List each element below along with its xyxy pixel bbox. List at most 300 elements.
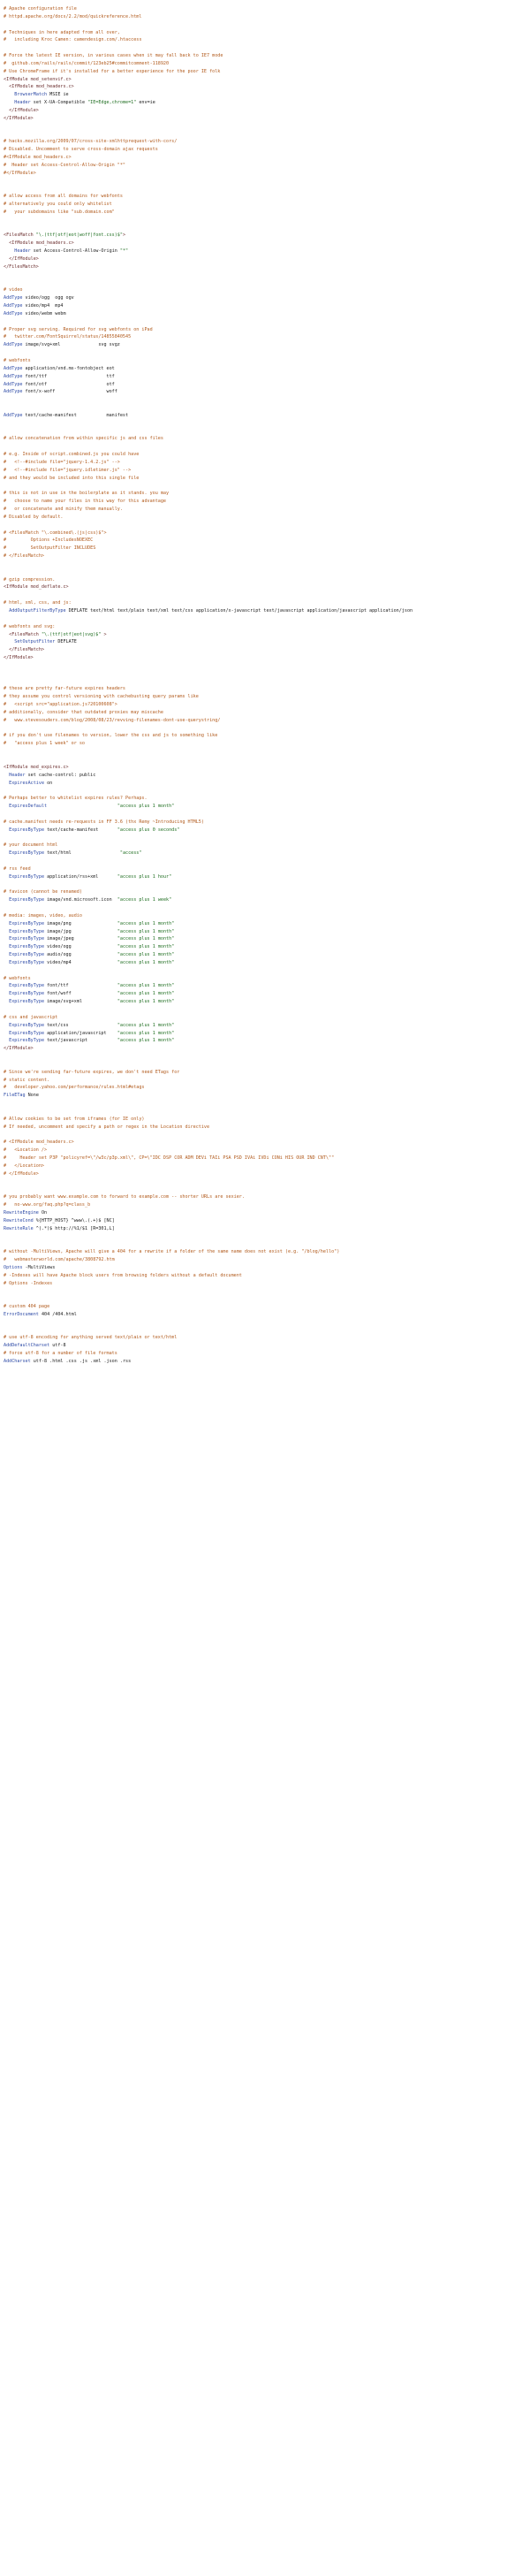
code-line (4, 599, 526, 607)
directive-keyword: ExpiresByType (4, 1030, 45, 1036)
code-line (4, 732, 526, 740)
directive-keyword: AddType (4, 342, 23, 348)
string-literal: "access plus 0 seconds" (117, 827, 180, 833)
code-line (4, 904, 526, 912)
plain-text: on (44, 780, 53, 786)
plain-text: image/svg+xml svg svgz (22, 342, 120, 348)
code-line (4, 1037, 526, 1045)
code-line (4, 522, 526, 530)
plain-text: set X-UA-Compatible (30, 100, 88, 106)
code-line (4, 1108, 526, 1116)
code-line (4, 842, 526, 850)
tag-text: <IfModule mod_deflate.c> (4, 584, 69, 591)
directive-keyword: ExpiresByType (4, 944, 45, 950)
comment-text: # without -MultiViews, Apache will give a 404 for a rewrite if a folder of the same name does not exist (e.g. "/blog/hello") (4, 1249, 340, 1255)
code-line (4, 193, 526, 201)
code-line (4, 1350, 526, 1358)
string-literal: "access plus 1 month" (117, 920, 175, 926)
code-line (4, 545, 526, 553)
comment-text: # additionally, consider that outdated proxies may miscache (4, 709, 163, 715)
code-line (4, 1232, 526, 1240)
comment-text: # choose to name your files in this way for this advantage (4, 499, 167, 505)
plain-text: None (25, 1093, 39, 1099)
code-line (4, 209, 526, 217)
code-line (4, 1061, 526, 1069)
plain-text: utf-8 .html .css .js .xml .json .rss (30, 1358, 132, 1364)
comment-text: # "access plus 1 week" or so (4, 741, 86, 747)
code-line (4, 795, 526, 803)
code-line (4, 638, 526, 646)
code-line (4, 678, 526, 686)
comment-text: # </Location> (4, 1162, 45, 1169)
string-literal: "\.(ttf|otf|eot|woff|font.css)$" (33, 232, 123, 239)
comment-text: # <IfModule mod_headers.c> (4, 1139, 74, 1146)
directive-keyword: RewriteEngine (4, 1209, 39, 1216)
code-line (4, 36, 526, 44)
code-line (4, 217, 526, 225)
code-line (4, 76, 526, 84)
code-line (4, 670, 526, 678)
code-line (4, 1193, 526, 1201)
code-line (4, 279, 526, 287)
directive-keyword: ExpiresByType (4, 991, 45, 997)
directive-keyword: ExpiresByType (4, 928, 45, 934)
code-line (4, 1311, 526, 1319)
code-line (4, 404, 526, 412)
code-line (4, 514, 526, 522)
tag-text: <IfModule mod_headers.c> (4, 240, 74, 247)
code-line (4, 1303, 526, 1311)
plain-text: %{HTTP_HOST} ^www\.(.+)$ [NC] (33, 1217, 115, 1223)
code-line (4, 740, 526, 748)
tag-text: <IfModule mod_setenvif.c> (4, 76, 72, 82)
tag-text: <FilesMatch (4, 631, 39, 637)
directive-keyword: ExpiresByType (4, 1022, 45, 1028)
code-line (4, 1069, 526, 1077)
code-line (4, 583, 526, 591)
code-line (4, 982, 526, 990)
directive-keyword: ExpiresByType (4, 936, 45, 942)
code-line (4, 107, 526, 115)
code-line (4, 709, 526, 717)
code-line (4, 373, 526, 381)
comment-text: # your subdomains like "sub.domain.com" (4, 209, 115, 215)
comment-text: # webfonts (4, 357, 31, 363)
comment-text: # hacks.mozilla.org/2009/07/cross-site-xmlhttprequest-with-cors/ (4, 139, 178, 145)
plain-text: image/jpg (44, 928, 117, 934)
plain-text: DEFLATE (55, 639, 77, 645)
code-line (4, 772, 526, 780)
code-line (4, 1225, 526, 1233)
plain-text: text/css (44, 1022, 117, 1028)
code-line (4, 115, 526, 123)
code-line (4, 1030, 526, 1038)
plain-text: image/jpeg (44, 936, 117, 942)
code-line (4, 1342, 526, 1350)
plain-text: font/ttf ttf (22, 373, 115, 379)
tag-text: </FilesMatch> (4, 263, 39, 270)
code-line (4, 201, 526, 209)
code-line (4, 1248, 526, 1256)
code-line (4, 420, 526, 428)
code-line (4, 1124, 526, 1132)
code-line (4, 1272, 526, 1280)
comment-text: # github.com/rails/rails/commit/123eb25#commitcomment-118920 (4, 60, 170, 66)
code-line (4, 365, 526, 373)
code-line (4, 780, 526, 788)
comment-text: #<IfModule mod_headers.c> (4, 155, 72, 161)
comment-text: # Use ChromeFrame if it's installed for a better experience for the poor IE folk (4, 68, 221, 74)
code-line (4, 881, 526, 889)
code-line (4, 1358, 526, 1366)
code-line (4, 959, 526, 967)
comment-text: # this is not in use in the boilerplate as it stands. you may (4, 491, 170, 497)
comment-text: # <Location /> (4, 1147, 48, 1154)
code-line (4, 302, 526, 310)
code-line (4, 568, 526, 576)
code-line (4, 537, 526, 545)
code-line (4, 428, 526, 436)
plain-text: MSIE ie (47, 92, 69, 98)
comment-text: #</IfModule> (4, 170, 36, 176)
code-line (4, 857, 526, 865)
plain-text: ^(.*)$ http://%1/$1 [R=301,L] (33, 1225, 115, 1231)
code-line (4, 717, 526, 725)
code-line (4, 827, 526, 835)
code-line (4, 1217, 526, 1225)
code-line (4, 701, 526, 709)
directive-keyword: Options (4, 1264, 23, 1270)
string-literal: "*" (119, 248, 129, 255)
string-literal: "access" (119, 850, 142, 857)
comment-text: # Disabled. Uncomment to serve cross-domain ajax requests (4, 147, 158, 153)
tag-text: > (122, 232, 126, 239)
code-line (4, 21, 526, 29)
code-line (4, 1178, 526, 1186)
directive-keyword: AddType (4, 373, 23, 379)
directive-keyword: ExpiresByType (4, 850, 45, 857)
code-line (4, 865, 526, 873)
comment-text: # cache.manifest needs re-requests in FF 3.6 (thx Remy ~Introducing HTML5) (4, 819, 204, 825)
code-line (4, 396, 526, 404)
comment-text: # <!--#include file="jquery-1.4.2.js" --> (4, 459, 120, 465)
plain-text: set cache-control: public (25, 772, 96, 778)
code-line (4, 412, 526, 420)
tag-text: </IfModule> (4, 256, 39, 262)
plain-text: video/mp4 mp4 (22, 303, 64, 309)
code-line (4, 482, 526, 490)
code-line (4, 631, 526, 639)
code-line (4, 443, 526, 451)
directive-keyword: ExpiresByType (4, 952, 45, 958)
directive-keyword: Header (4, 100, 31, 106)
tag-text: </FilesMatch> (4, 647, 45, 653)
code-line (4, 1116, 526, 1124)
directive-keyword: AddType (4, 303, 23, 309)
code-line (4, 341, 526, 349)
comment-text: # Techniques in here adapted from all over, (4, 29, 120, 35)
code-line (4, 475, 526, 483)
comment-text: # Allow cookies to be set from iframes (for IE only) (4, 1116, 145, 1122)
comment-text: # they assume you control versioning with cachebusting query params like (4, 694, 199, 700)
comment-text: # e.g. Inside of script.combined.js you could have (4, 452, 140, 458)
code-line (4, 1139, 526, 1147)
string-literal: "access plus 1 month" (117, 804, 175, 810)
directive-keyword: ExpiresDefault (4, 804, 48, 810)
code-line (4, 530, 526, 537)
code-line (4, 1147, 526, 1155)
code-line (4, 506, 526, 514)
directive-keyword: Header (4, 248, 31, 255)
comment-text: # you probably want www.example.com to forward to example.com -- shorter URLs are sexier. (4, 1194, 245, 1200)
code-line (4, 1334, 526, 1342)
string-literal: "\.(ttf|otf|eot|svg)$" (38, 631, 102, 637)
code-line (4, 349, 526, 357)
string-literal: "access plus 1 month" (117, 1038, 175, 1044)
code-line (4, 1170, 526, 1178)
comment-text: # these are pretty far-future expires headers (4, 686, 126, 692)
comment-text: # -Indexes will have Apache block users from browsing folders without a default document (4, 1272, 242, 1278)
string-literal: "access plus 1 month" (117, 952, 175, 958)
code-line (4, 990, 526, 998)
comment-text: # or concatenate and minify them manually. (4, 507, 123, 512)
plain-text: application/javascript (44, 1030, 117, 1036)
code-line (4, 975, 526, 983)
comment-text: # </FilesMatch> (4, 553, 45, 560)
code-line (4, 873, 526, 881)
code-line (4, 52, 526, 60)
code-line (4, 1014, 526, 1022)
directive-keyword: AddType (4, 412, 23, 418)
code-line (4, 1287, 526, 1295)
string-literal: "access plus 1 month" (117, 936, 175, 942)
comment-text: # Proper svg serving. Required for svg webfonts on iPad (4, 326, 153, 332)
plain-text: video/mp4 (44, 959, 117, 965)
code-line (4, 834, 526, 842)
code-line (4, 44, 526, 52)
directive-keyword: BrowserMatch (4, 92, 48, 98)
directive-keyword: AddType (4, 365, 23, 371)
comment-text: # <!--#include file="jquery.idletimer.js" --> (4, 467, 132, 473)
comment-text: # video (4, 287, 23, 293)
comment-text: # css and javascript (4, 1014, 58, 1020)
directive-keyword: AddType (4, 295, 23, 301)
tag-text: </IfModule> (4, 107, 39, 113)
code-line (4, 271, 526, 279)
comment-text: # <script src="application.js?20100608"> (4, 702, 117, 708)
plain-text: utf-8 (49, 1343, 66, 1349)
directive-keyword: FileETag (4, 1093, 26, 1099)
code-line (4, 1319, 526, 1327)
code-line (4, 1022, 526, 1030)
code-line (4, 381, 526, 389)
code-line (4, 232, 526, 240)
code-line (4, 1077, 526, 1085)
code-line (4, 83, 526, 91)
plain-text: On (38, 1209, 48, 1216)
code-line (4, 591, 526, 599)
comment-text: # including Kroc Camen: camendesign.com/.htaccess (4, 37, 142, 43)
code-line (4, 170, 526, 178)
code-line (4, 13, 526, 21)
comment-text: # </IfModule> (4, 1170, 39, 1177)
string-literal: "access plus 1 month" (117, 1030, 175, 1036)
comment-text: # allow access from all domains for webfonts (4, 194, 123, 200)
code-line (4, 138, 526, 146)
directive-keyword: AddCharset (4, 1358, 31, 1364)
code-line (4, 1100, 526, 1108)
code-line (4, 1201, 526, 1209)
tag-text: </IfModule> (4, 1046, 34, 1052)
comment-text: # Apache configuration file (4, 6, 77, 11)
comment-text: # alternatively you could only whitelist (4, 202, 112, 208)
code-line (4, 928, 526, 936)
code-line (4, 811, 526, 819)
comment-text: # webmasterworld.com/apache/3808792.htm (4, 1257, 115, 1262)
code-line (4, 888, 526, 896)
comment-text: # use utf-8 encoding for anything served text/plain or text/html (4, 1335, 178, 1341)
code-line (4, 68, 526, 76)
code-line (4, 967, 526, 975)
code-line (4, 388, 526, 396)
code-line (4, 756, 526, 764)
code-line (4, 490, 526, 498)
code-line (4, 654, 526, 662)
code-line (4, 5, 526, 13)
code-line (4, 1209, 526, 1217)
code-line (4, 1132, 526, 1139)
directive-keyword: ExpiresByType (4, 920, 45, 926)
string-literal: "access plus 1 month" (117, 991, 175, 997)
comment-text: # webfonts (4, 975, 31, 981)
string-literal: "access plus 1 week" (117, 897, 172, 903)
code-line (4, 498, 526, 506)
comment-text: # Header set P3P "policyref=\"/w3c/p3p.xml\", CP=\"IDC DSP COR ADM DEVi TAIi PSA PSD IVAi IVDi CONi HIS OUR IND CNT\"" (4, 1155, 335, 1162)
comment-text: # media: images, video, audio (4, 912, 82, 918)
code-line (4, 693, 526, 701)
string-literal: "IE=Edge,chrome=1" (87, 100, 137, 106)
plain-text: application/vnd.ms-fontobject eot (22, 365, 115, 371)
code-line (4, 1280, 526, 1288)
code-line (4, 318, 526, 326)
code-line (4, 607, 526, 615)
directive-keyword: AddType (4, 389, 23, 395)
directive-keyword: ExpiresByType (4, 999, 45, 1005)
directive-keyword: Header (4, 772, 26, 778)
plain-text: font/x-woff woff (22, 389, 117, 395)
code-line (4, 1327, 526, 1335)
plain-text: text/cache-manifest (44, 827, 117, 833)
string-literal: "access plus 1 month" (117, 1022, 175, 1028)
code-line (4, 1264, 526, 1272)
code-line (4, 1240, 526, 1248)
code-line (4, 912, 526, 920)
code-line (4, 615, 526, 623)
code-line (4, 333, 526, 341)
code-line (4, 951, 526, 959)
comment-text: # Force the latest IE version, in various cases when it may fall back to IE7 mode (4, 53, 223, 59)
plain-text: video/ogg ogg ogv (22, 295, 74, 301)
plain-text: image/svg+xml (44, 999, 117, 1005)
plain-text: audio/ogg (44, 952, 117, 958)
code-line (4, 725, 526, 733)
comment-text: # httpd.apache.org/docs/2.2/mod/quickreference.html (4, 13, 142, 19)
plain-text: video/ogg (44, 944, 117, 950)
directive-keyword: ExpiresByType (4, 983, 45, 989)
directive-keyword: RewriteRule (4, 1225, 34, 1231)
string-literal: "access plus 1 month" (117, 928, 175, 934)
comment-text: # If needed, uncomment and specify a path or regex in the Location directive (4, 1124, 210, 1130)
code-line (4, 553, 526, 560)
code-line (4, 623, 526, 631)
code-line (4, 943, 526, 951)
code-line (4, 560, 526, 568)
comment-text: # Since we're sending far-future expires, we don't need ETags for (4, 1069, 180, 1075)
code-line (4, 294, 526, 302)
comment-text: # static content. (4, 1077, 50, 1083)
tag-text: </IfModule> (4, 115, 34, 121)
tag-text: <FilesMatch (4, 232, 34, 239)
code-line (4, 435, 526, 443)
comment-text: # Header set Access-Control-Allow-Origin "*" (4, 162, 126, 168)
comment-text: # allow concatenation from within specific js and css files (4, 436, 163, 442)
comment-text: # force utf-8 for a number of file formats (4, 1351, 117, 1357)
comment-text: # Options +IncludesNOEXEC (4, 537, 94, 544)
comment-text: # www.stevesouders.com/blog/2008/08/23/revving-filenames-dont-use-querystring/ (4, 717, 221, 723)
code-line (4, 162, 526, 170)
comment-text: # if you don't use filenames to version, lower the css and js to something like (4, 733, 218, 739)
comment-text: # rss feed (4, 865, 31, 872)
comment-text: # your document html (4, 842, 58, 849)
code-line (4, 662, 526, 670)
tag-text: <IfModule mod_expires.c> (4, 764, 69, 770)
comment-text: # Disabled by default. (4, 514, 64, 520)
comment-text: # and they would be included into this single file (4, 475, 140, 481)
directive-keyword: ExpiresByType (4, 959, 45, 965)
plain-text (47, 804, 117, 809)
comment-text: # custom 404 page (4, 1304, 50, 1310)
code-line (4, 1185, 526, 1193)
plain-text: image/png (44, 920, 117, 926)
code-line (4, 787, 526, 795)
code-line (4, 60, 526, 68)
code-line (4, 576, 526, 584)
directive-keyword: AddDefaultCharset (4, 1343, 50, 1349)
code-line (4, 1162, 526, 1170)
string-literal: "access plus 1 month" (117, 944, 175, 950)
code-line (4, 803, 526, 811)
tag-text: </IfModule> (4, 655, 34, 661)
code-line (4, 685, 526, 693)
plain-text: -MultiViews (22, 1264, 56, 1270)
plain-text: font/otf otf (22, 381, 115, 387)
comment-text: # Options -Indexes (4, 1280, 53, 1286)
code-line (4, 240, 526, 248)
plain-text: text/html (44, 850, 120, 857)
plain-text: image/vnd.microsoft.icon (44, 897, 117, 903)
tag-text: > (101, 631, 107, 637)
comment-text: # html, xml, css, and js: (4, 600, 72, 606)
code-line (4, 1256, 526, 1264)
code-line (4, 998, 526, 1006)
string-literal: "access plus 1 hour" (117, 873, 172, 880)
code-line (4, 764, 526, 772)
code-line (4, 326, 526, 334)
code-line (4, 935, 526, 943)
code-line (4, 1084, 526, 1092)
code-line (4, 459, 526, 467)
directive-keyword: ExpiresByType (4, 827, 45, 833)
